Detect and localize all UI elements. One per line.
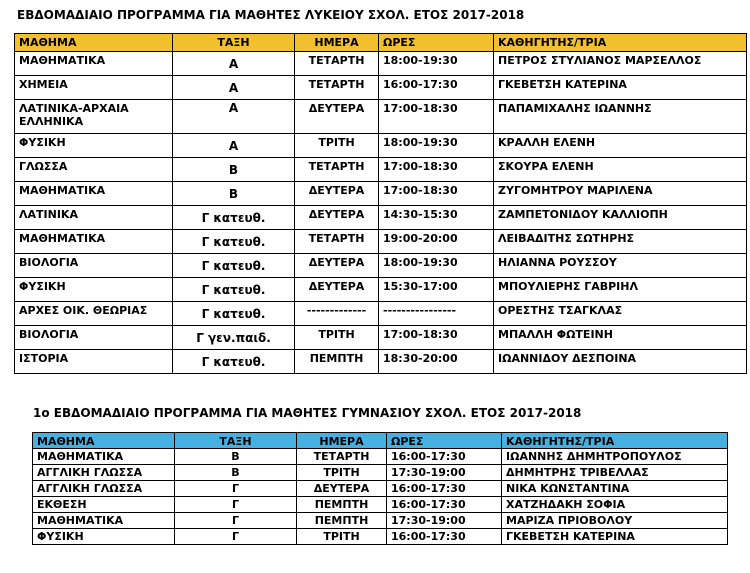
table-row xyxy=(15,158,747,182)
cell-day: ΠΕΜΠΤΗ xyxy=(297,513,387,529)
cell-class: Γ xyxy=(175,529,297,545)
cell-class: Α xyxy=(173,134,295,158)
cell-teacher: ΓΚΕΒΕΤΣΗ ΚΑΤΕΡΙΝΑ xyxy=(494,76,747,100)
cell-class: Γ xyxy=(175,497,297,513)
column-header-subject: ΜΑΘΗΜΑ xyxy=(15,34,173,52)
cell-teacher: ΝΙΚΑ ΚΩΝΣΤΑΝΤΙΝΑ xyxy=(502,481,728,497)
cell-class: Γ κατευθ. xyxy=(173,278,295,302)
column-header-class: ΤΑΞΗ xyxy=(173,34,295,52)
column-header-hours: ΩΡΕΣ xyxy=(379,34,494,52)
cell-teacher: ΛΕΙΒΑΔΙΤΗΣ ΣΩΤΗΡΗΣ xyxy=(494,230,747,254)
lyceum-schedule-title: ΕΒΔΟΜΑΔΙΑΙΟ ΠΡΟΓΡΑΜΜΑ ΓΙΑ ΜΑΘΗΤΕΣ ΛΥΚΕΙΟΥ ΣΧΟΛ. ΕΤΟΣ 2017-2018 xyxy=(17,8,525,22)
cell-hours: 18:00-19:30 xyxy=(379,52,494,76)
cell-subject: ΦΥΣΙΚΗ xyxy=(15,278,173,302)
cell-subject: ΑΓΓΛΙΚΗ ΓΛΩΣΣΑ xyxy=(33,465,175,481)
cell-teacher: ΣΚΟΥΡΑ ΕΛΕΝΗ xyxy=(494,158,747,182)
cell-subject: ΜΑΘΗΜΑΤΙΚΑ xyxy=(15,182,173,206)
cell-hours: 16:00-17:30 xyxy=(387,529,502,545)
lyceum-schedule-table xyxy=(14,33,747,374)
cell-teacher: ΟΡΕΣΤΗΣ ΤΣΑΓΚΛΑΣ xyxy=(494,302,747,326)
cell-day: ΔΕΥΤΕΡΑ xyxy=(295,206,379,230)
table-row xyxy=(15,182,747,206)
cell-subject: ΓΛΩΣΣΑ xyxy=(15,158,173,182)
cell-teacher: ΓΚΕΒΕΤΣΗ ΚΑΤΕΡΙΝΑ xyxy=(502,529,728,545)
cell-hours: 16:00-17:30 xyxy=(387,449,502,465)
cell-subject: ΜΑΘΗΜΑΤΙΚΑ xyxy=(33,449,175,465)
table-row xyxy=(15,302,747,326)
cell-hours: 17:00-18:30 xyxy=(379,100,494,134)
cell-hours: 17:00-18:30 xyxy=(379,182,494,206)
cell-class: Γ xyxy=(175,481,297,497)
cell-hours: 17:00-18:30 xyxy=(379,326,494,350)
cell-class: Β xyxy=(175,449,297,465)
table-row xyxy=(33,513,728,529)
cell-hours: 17:00-18:30 xyxy=(379,158,494,182)
cell-hours: 17:30-19:00 xyxy=(387,513,502,529)
gymnasium-schedule-title: 1ο ΕΒΔΟΜΑΔΙΑΙΟ ΠΡΟΓΡΑΜΜΑ ΓΙΑ ΜΑΘΗΤΕΣ ΓΥΜΝΑΣΙΟΥ ΣΧΟΛ. ΕΤΟΣ 2017-2018 xyxy=(33,406,582,420)
cell-day: ΤΡΙΤΗ xyxy=(297,465,387,481)
cell-class: Β xyxy=(173,182,295,206)
cell-hours: 15:30-17:00 xyxy=(379,278,494,302)
cell-day: ΔΕΥΤΕΡΑ xyxy=(295,100,379,134)
cell-teacher: ΠΑΠΑΜΙΧΑΛΗΣ ΙΩΑΝΝΗΣ xyxy=(494,100,747,134)
cell-day: ΤΕΤΑΡΤΗ xyxy=(295,158,379,182)
table-row xyxy=(15,52,747,76)
cell-day: ΔΕΥΤΕΡΑ xyxy=(297,481,387,497)
cell-class: Β xyxy=(173,158,295,182)
cell-day: ΤΕΤΑΡΤΗ xyxy=(297,449,387,465)
cell-day: ΠΕΜΠΤΗ xyxy=(295,350,379,374)
cell-teacher: ΖΥΓΟΜΗΤΡΟΥ ΜΑΡΙΛΕΝΑ xyxy=(494,182,747,206)
column-header-teacher: ΚΑΘΗΓΗΤΗΣ/ΤΡΙΑ xyxy=(502,433,728,449)
cell-day: ΠΕΜΠΤΗ xyxy=(297,497,387,513)
cell-class: Α xyxy=(173,52,295,76)
cell-hours: 18:00-19:30 xyxy=(379,134,494,158)
cell-hours: 18:00-19:30 xyxy=(379,254,494,278)
table-row xyxy=(15,206,747,230)
cell-day: ΔΕΥΤΕΡΑ xyxy=(295,278,379,302)
cell-class: Γ κατευθ. xyxy=(173,230,295,254)
table-row xyxy=(15,350,747,374)
cell-subject: ΧΗΜΕΙΑ xyxy=(15,76,173,100)
cell-subject: ΛΑΤΙΝΙΚΑ-ΑΡΧΑΙΑ ΕΛΛΗΝΙΚΑ xyxy=(15,100,173,134)
table-row xyxy=(33,449,728,465)
cell-subject: ΛΑΤΙΝΙΚΑ xyxy=(15,206,173,230)
cell-subject: ΒΙΟΛΟΓΙΑ xyxy=(15,326,173,350)
table-row xyxy=(15,278,747,302)
cell-subject: ΑΡΧΕΣ ΟΙΚ. ΘΕΩΡΙΑΣ xyxy=(15,302,173,326)
table-row xyxy=(15,230,747,254)
cell-subject: ΙΣΤΟΡΙΑ xyxy=(15,350,173,374)
cell-teacher: ΖΑΜΠΕΤΟΝΙΔΟΥ ΚΑΛΛΙΟΠΗ xyxy=(494,206,747,230)
column-header-day: ΗΜΕΡΑ xyxy=(297,433,387,449)
column-header-class: ΤΑΞΗ xyxy=(175,433,297,449)
cell-class: Γ κατευθ. xyxy=(173,350,295,374)
cell-teacher: ΜΑΡΙΖΑ ΠΡΙΟΒΟΛΟΥ xyxy=(502,513,728,529)
cell-subject: ΦΥΣΙΚΗ xyxy=(33,529,175,545)
table-row xyxy=(33,497,728,513)
table-row xyxy=(15,76,747,100)
cell-teacher: ΔΗΜΗΤΡΗΣ ΤΡΙΒΕΛΛΑΣ xyxy=(502,465,728,481)
table-header-row xyxy=(33,433,728,449)
table-row xyxy=(15,100,747,134)
cell-hours: 18:30-20:00 xyxy=(379,350,494,374)
cell-subject: ΒΙΟΛΟΓΙΑ xyxy=(15,254,173,278)
cell-class: Β xyxy=(175,465,297,481)
cell-subject: ΦΥΣΙΚΗ xyxy=(15,134,173,158)
cell-subject: ΜΑΘΗΜΑΤΙΚΑ xyxy=(33,513,175,529)
cell-subject: ΕΚΘΕΣΗ xyxy=(33,497,175,513)
cell-hours: 16:00-17:30 xyxy=(379,76,494,100)
cell-hours: 17:30-19:00 xyxy=(387,465,502,481)
cell-subject: ΜΑΘΗΜΑΤΙΚΑ xyxy=(15,52,173,76)
table-row xyxy=(15,134,747,158)
table-row xyxy=(33,465,728,481)
cell-subject: ΜΑΘΗΜΑΤΙΚΑ xyxy=(15,230,173,254)
cell-day: ΔΕΥΤΕΡΑ xyxy=(295,254,379,278)
column-header-hours: ΩΡΕΣ xyxy=(387,433,502,449)
cell-hours: 16:00-17:30 xyxy=(387,481,502,497)
cell-class: Γ κατευθ. xyxy=(173,254,295,278)
cell-day: ΤΕΤΑΡΤΗ xyxy=(295,52,379,76)
cell-teacher: ΜΠΑΛΛΗ ΦΩΤΕΙΝΗ xyxy=(494,326,747,350)
cell-teacher: ΠΕΤΡΟΣ ΣΤΥΛΙΑΝΟΣ ΜΑΡΣΕΛΛΟΣ xyxy=(494,52,747,76)
cell-hours: 14:30-15:30 xyxy=(379,206,494,230)
table-row xyxy=(33,529,728,545)
column-header-day: ΗΜΕΡΑ xyxy=(295,34,379,52)
cell-class: Α xyxy=(173,100,295,134)
table-row xyxy=(15,326,747,350)
cell-day: ΤΡΙΤΗ xyxy=(297,529,387,545)
cell-class: Γ κατευθ. xyxy=(173,206,295,230)
cell-hours: ---------------- xyxy=(379,302,494,326)
cell-teacher: ΚΡΑΛΛΗ ΕΛΕΝΗ xyxy=(494,134,747,158)
cell-day: ΔΕΥΤΕΡΑ xyxy=(295,182,379,206)
cell-hours: 16:00-17:30 xyxy=(387,497,502,513)
cell-day: ΤΡΙΤΗ xyxy=(295,326,379,350)
cell-teacher: ΧΑΤΖΗΔΑΚΗ ΣΟΦΙΑ xyxy=(502,497,728,513)
cell-day: ------------- xyxy=(295,302,379,326)
table-row xyxy=(15,254,747,278)
cell-hours: 19:00-20:00 xyxy=(379,230,494,254)
cell-class: Γ κατευθ. xyxy=(173,302,295,326)
cell-teacher: ΜΠΟΥΛΙΕΡΗΣ ΓΑΒΡΙΗΛ xyxy=(494,278,747,302)
column-header-subject: ΜΑΘΗΜΑ xyxy=(33,433,175,449)
column-header-teacher: ΚΑΘΗΓΗΤΗΣ/ΤΡΙΑ xyxy=(494,34,747,52)
cell-day: ΤΕΤΑΡΤΗ xyxy=(295,76,379,100)
cell-teacher: ΙΩΑΝΝΗΣ ΔΗΜΗΤΡΟΠΟΥΛΟΣ xyxy=(502,449,728,465)
table-header-row xyxy=(15,34,747,52)
cell-day: ΤΕΤΑΡΤΗ xyxy=(295,230,379,254)
cell-day: ΤΡΙΤΗ xyxy=(295,134,379,158)
gymnasium-schedule-table xyxy=(32,432,728,545)
cell-class: Α xyxy=(173,76,295,100)
cell-teacher: ΗΛΙΑΝΝΑ ΡΟΥΣΣΟΥ xyxy=(494,254,747,278)
cell-teacher: ΙΩΑΝΝΙΔΟΥ ΔΕΣΠΟΙΝΑ xyxy=(494,350,747,374)
cell-class: Γ γεν.παιδ. xyxy=(173,326,295,350)
cell-class: Γ xyxy=(175,513,297,529)
cell-subject: ΑΓΓΛΙΚΗ ΓΛΩΣΣΑ xyxy=(33,481,175,497)
table-row xyxy=(33,481,728,497)
